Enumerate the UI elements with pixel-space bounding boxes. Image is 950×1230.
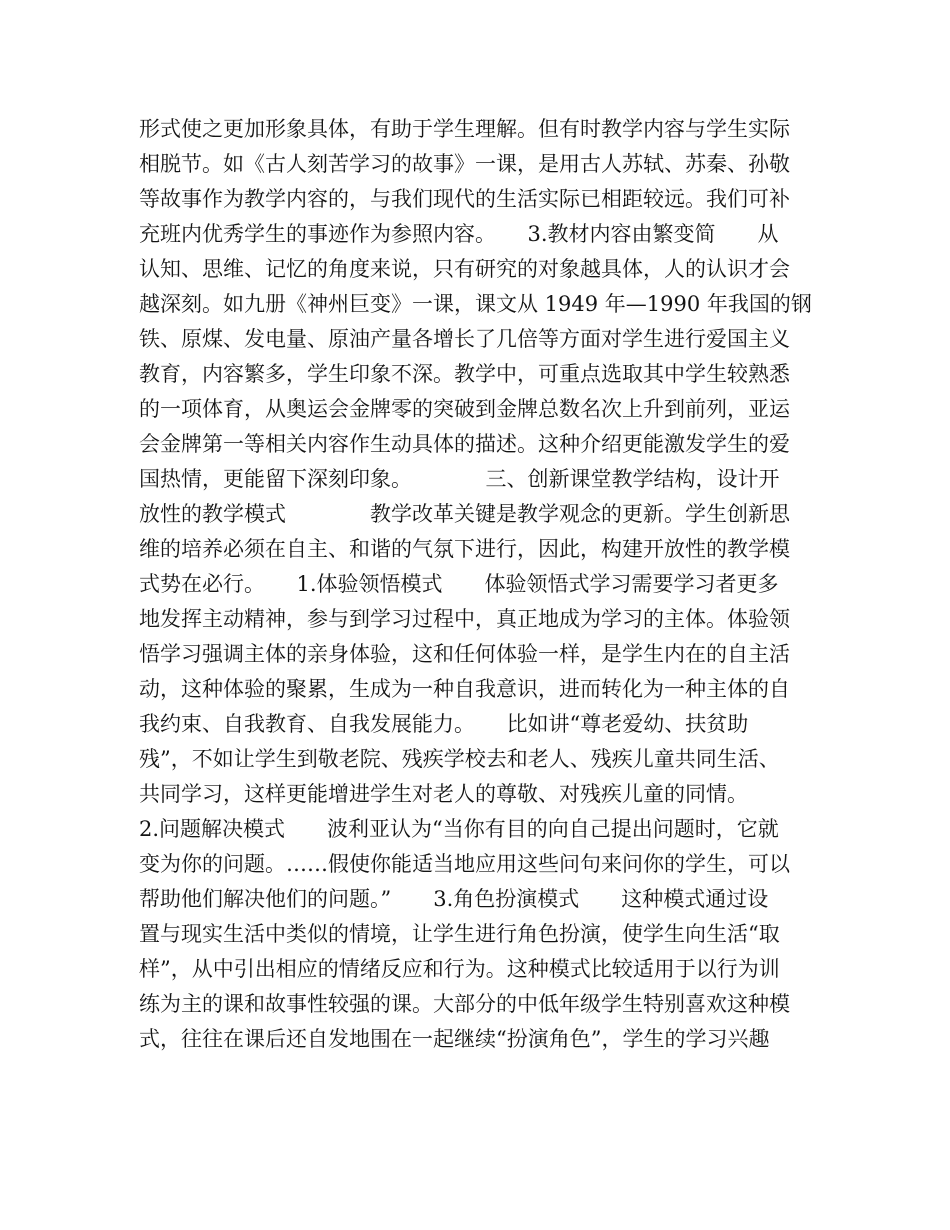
text-line: 变为你的问题。……假使你能适当地应用这些问句来问你的学生，可以	[139, 852, 790, 876]
text-line: 动，这种体验的聚累，生成为一种自我意识，进而转化为一种主体的自	[139, 677, 790, 701]
text-line: 置与现实生活中类似的情境，让学生进行角色扮演，使学生向生活“取	[139, 922, 780, 946]
text-line: 我约束、自我教育、自我发展能力。 比如讲“尊老爱幼、扶贫助	[139, 712, 749, 736]
text-line: 相脱节。如《古人刻苦学习的故事》一课，是用古人苏轼、苏秦、孙敬	[139, 152, 790, 176]
text-line: 教育，内容繁多，学生印象不深。教学中，可重点选取其中学生较熟悉	[139, 362, 790, 386]
text-line: 铁、原煤、发电量、原油产量各增长了几倍等方面对学生进行爱国主义	[139, 327, 790, 351]
text-line: 维的培养必须在自主、和谐的气氛下进行，因此，构建开放性的教学模	[139, 537, 790, 561]
text-line: 残”，不如让学生到敬老院、残疾学校去和老人、残疾儿童共同生活、	[139, 747, 780, 771]
text-line: 的一项体育，从奥运会金牌零的突破到金牌总数名次上升到前列，亚运	[139, 397, 790, 421]
text-line: 地发挥主动精神，参与到学习过程中，真正地成为学习的主体。体验领	[139, 607, 790, 631]
text-line: 样”，从中引出相应的情绪反应和行为。这种模式比较适用于以行为训	[139, 957, 780, 981]
text-line: 帮助他们解决他们的问题。” 3.角色扮演模式 这种模式通过设	[139, 887, 769, 911]
body-text	[139, 112, 829, 1057]
text-line: 国热情，更能留下深刻印象。 三、创新课堂教学结构，设计开	[139, 467, 780, 491]
text-line: 式势在必行。 1.体验领悟模式 体验领悟式学习需要学习者更多	[139, 572, 779, 596]
text-line: 共同学习，这样更能增进学生对老人的尊敬、对残疾儿童的同情。	[139, 782, 748, 806]
text-line: 悟学习强调主体的亲身体验，这和任何体验一样，是学生内在的自主活	[139, 642, 790, 666]
text-line: 练为主的课和故事性较强的课。大部分的中低年级学生特别喜欢这种模	[139, 992, 790, 1016]
text-line: 等故事作为教学内容的，与我们现代的生活实际已相距较远。我们可补	[139, 187, 790, 211]
text-line: 放性的教学模式 教学改革关键是教学观念的更新。学生创新思	[139, 502, 790, 526]
text-line: 越深刻。如九册《神州巨变》一课，课文从 1949 年—1990 年我国的钢	[139, 292, 812, 316]
text-line: 式，往往在课后还自发地围在一起继续“扮演角色”，学生的学习兴趣	[139, 1027, 770, 1051]
text-line: 会金牌第一等相关内容作生动具体的描述。这种介绍更能激发学生的爱	[139, 432, 790, 456]
text-line: 形式使之更加形象具体，有助于学生理解。但有时教学内容与学生实际	[139, 117, 790, 141]
text-line: 2.问题解决模式 波利亚认为“当你有目的向自己提出问题时，它就	[139, 817, 779, 841]
text-line: 认知、思维、记忆的角度来说，只有研究的对象越具体，人的认识才会	[139, 257, 790, 281]
text-line: 充班内优秀学生的事迹作为参照内容。 3.教材内容由繁变简 从	[139, 222, 779, 246]
